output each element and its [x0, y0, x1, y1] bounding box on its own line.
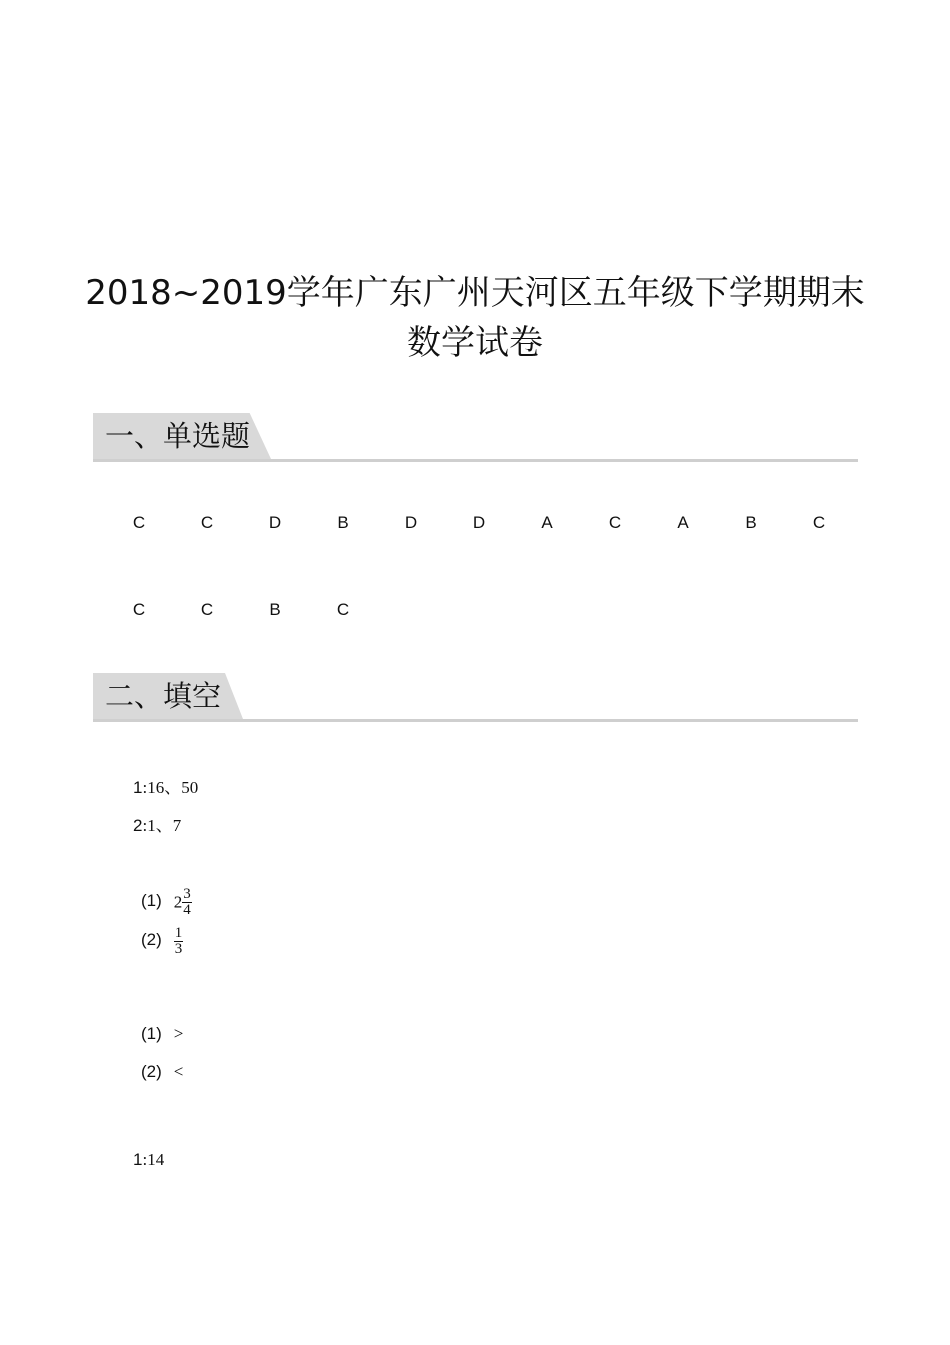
fill-answer-5: [133, 1150, 164, 1170]
answer-item: A: [677, 513, 689, 532]
answer-text: >: [173, 1024, 184, 1043]
part-label: (1): [141, 891, 162, 911]
document-title: [60, 268, 890, 368]
answer-item: C: [200, 513, 214, 532]
answer-item: C: [200, 600, 214, 619]
fraction-numerator: 1: [174, 925, 183, 941]
part-label: (2): [141, 930, 162, 950]
part-label: (1): [141, 1024, 162, 1043]
answer-item: C: [336, 600, 350, 619]
fraction-numerator: 3: [183, 886, 191, 902]
answer-text: <: [173, 1062, 184, 1081]
answer-item: B: [269, 600, 281, 619]
fraction: [182, 887, 192, 918]
answer-row-2: [105, 600, 855, 624]
answer-item: A: [541, 513, 553, 532]
question-number: 2: [133, 816, 143, 835]
title-line-1: 2018~2019学年广东广州天河区五年级下学期期末: [85, 273, 865, 313]
answer-item: C: [812, 513, 826, 532]
answer-item: C: [132, 600, 146, 619]
fill-answer-3-part-2: [141, 926, 183, 957]
fraction-denominator: 3: [174, 941, 183, 957]
mixed-number-whole: 2: [173, 892, 183, 912]
fraction-denominator: 4: [183, 902, 191, 918]
answer-item: B: [745, 513, 757, 532]
answer-text: :1、7: [142, 816, 182, 835]
fraction: [174, 926, 184, 957]
fill-answer-1: [133, 773, 198, 798]
section-title: 一、单选题: [105, 419, 251, 453]
section-heading-single-choice: [93, 413, 858, 462]
question-number: 1: [133, 1150, 143, 1169]
answer-item: B: [337, 513, 349, 532]
section-heading-fill-blank: [93, 673, 858, 722]
question-number: 1: [133, 778, 143, 797]
answer-item: D: [404, 513, 418, 532]
answer-text: :14: [142, 1150, 165, 1169]
section-title: 二、填空: [105, 679, 222, 713]
fill-answer-4-part-1: [141, 1024, 183, 1044]
answer-item: D: [472, 513, 486, 532]
answer-row-1: [105, 513, 855, 537]
answer-item: D: [268, 513, 282, 532]
part-label: (2): [141, 1062, 162, 1081]
answer-text: :16、50: [142, 778, 199, 797]
answer-item: C: [608, 513, 622, 532]
fill-answer-2: [133, 811, 181, 836]
fill-answer-4-part-2: [141, 1062, 183, 1082]
answer-item: C: [132, 513, 146, 532]
title-line-2: 数学试卷: [407, 323, 543, 363]
fill-answer-3-part-1: [141, 887, 192, 918]
